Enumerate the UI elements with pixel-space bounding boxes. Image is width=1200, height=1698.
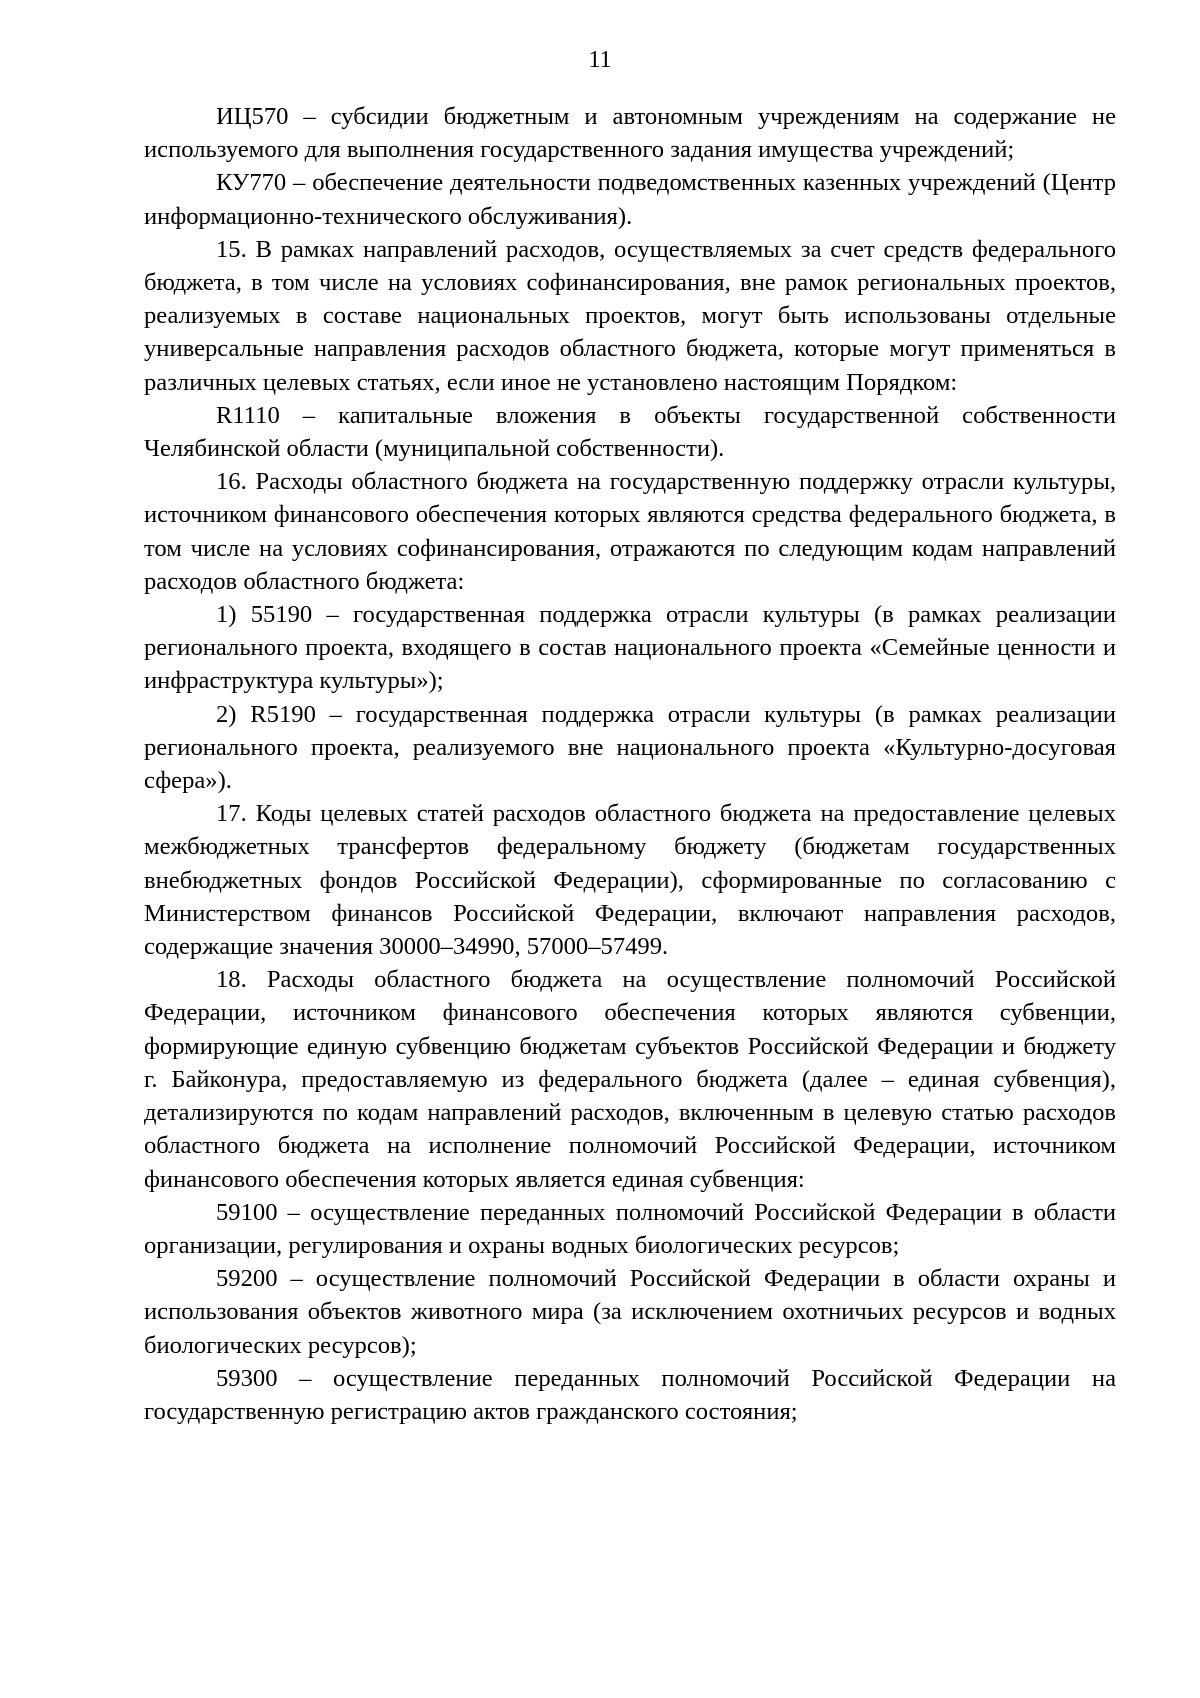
- paragraph-item-16-1: 1) 55190 – государственная поддержка отрасли культуры (в рамках реализации регионального проекта, входящего в состав национального проекта «Семейные ценности и инфраструктура культуры»);: [144, 601, 1116, 695]
- paragraph-item-17: 17. Коды целевых статей расходов областного бюджета на предоставление целевых межбюджетных трансфертов федеральному бюджету (бюджетам государственных внебюджетных фондов Российской Федерации), сформированные по согласованию с Министерством финансов Российской Федерации, включают направления расходов, содержащие значения 30000–34990, 57000–57499.: [144, 800, 1116, 961]
- document-body: [144, 100, 1116, 1428]
- paragraph-59200: 59200 – осуществление полномочий Российской Федерации в области охраны и использования объектов животного мира (за исключением охотничьих ресурсов и водных биологических ресурсов);: [144, 1265, 1116, 1359]
- paragraph-item-18: 18. Расходы областного бюджета на осуществление полномочий Российской Федерации, источником финансового обеспечения которых являются субвенции, формирующие единую субвенцию бюджетам субъектов Российской Федерации и бюджету г. Байконура, предоставляемую из федерального бюджета (далее – единая субвенция), детализируются по кодам направлений расходов, включенным в целевую статью расходов областного бюджета на исполнение полномочий Российской Федерации, источником финансового обеспечения которых является единая субвенция:: [144, 966, 1116, 1193]
- paragraph-59300: 59300 – осуществление переданных полномочий Российской Федерации на государственную регистрацию актов гражданского состояния;: [144, 1364, 1116, 1425]
- page-number: 11: [588, 47, 612, 73]
- paragraph-r1110: R1110 – капитальные вложения в объекты государственной собственности Челябинской области (муниципальной собственности).: [144, 401, 1116, 463]
- paragraph-item-16-2: 2) R5190 – государственная поддержка отрасли культуры (в рамках реализации регионального проекта, реализуемого вне национального проекта «Культурно-досуговая сфера»).: [144, 700, 1116, 795]
- paragraph-59100: 59100 – осуществление переданных полномочий Российской Федерации в области организации, регулирования и охраны водных биологических ресурсов;: [144, 1198, 1116, 1259]
- paragraph-item-15: 15. В рамках направлений расходов, осуществляемых за счет средств федерального бюджета, в том числе на условиях софинансирования, вне рамок региональных проектов, реализуемых в составе национальных проектов, могут быть использованы отдельные универсальные направления расходов областного бюджета, которые могут применяться в различных целевых статьях, если иное не установлено настоящим Порядком:: [144, 235, 1116, 396]
- paragraph-ic570: ИЦ570 – субсидии бюджетным и автономным учреждениям на содержание не используемого для выполнения государственного задания имущества учреждений;: [144, 103, 1116, 164]
- paragraph-item-16: 16. Расходы областного бюджета на государственную поддержку отрасли культуры, источником финансового обеспечения которых являются средства федерального бюджета, в том числе на условиях софинансирования, отражаются по следующим кодам направлений расходов областного бюджета:: [144, 468, 1116, 595]
- paragraph-ku770: КУ770 – обеспечение деятельности подведомственных казенных учреждений (Центр информационно-технического обслуживания).: [144, 169, 1116, 230]
